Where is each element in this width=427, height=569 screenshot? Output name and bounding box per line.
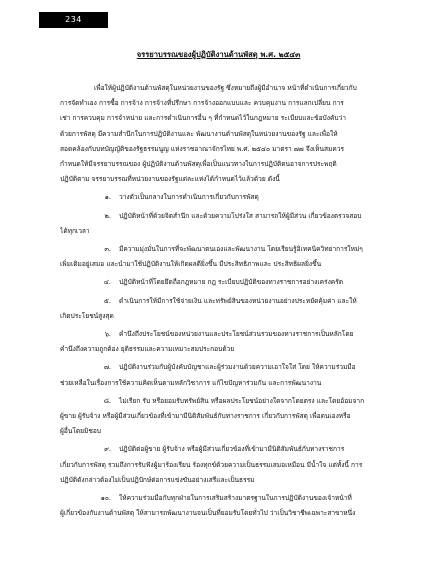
list-item: ๒. ปฏิบัติหน้าที่ด้วยจิตสำนึก และด้วยความโปร่งใส สามารถให้ผู้มีส่วน เกี่ยวข้องตรวจสอบ ได้ทุกเวลา bbox=[60, 209, 378, 239]
list-item: ๗. ปฏิบัติงานร่วมกับผู้บังคับบัญชาและผู้ร่วมงานด้วยความเอาใจใส่ โดย ให้ความร่วมมือ ช่วยเหลือในเรื่องการใช้ความคิดเห็นตามหลักวิชาการ แก้ไขปัญหาร่วมกัน และการพัฒนางาน bbox=[60, 360, 378, 390]
intro-paragraph bbox=[60, 81, 378, 187]
item-number: ๗. bbox=[103, 363, 111, 372]
intro-line: เช่า การควบคุม การจำหน่าย และการดำเนินการอื่น ๆ ที่กำหนดไว้ในกฎหมาย ระเบียบและข้อบังคับว่า bbox=[60, 114, 346, 123]
list-item: ๑๐. ให้ความร่วมมือกับทุกฝ่ายในการเสริมสร้างมาตรฐานในการปฏิบัติงานของเจ้าหน้าที่ ผู้เกี่ยวข้องกับงานด้านพัสดุ ให้สามารถพัฒนางานจนเป็นที่ยอมรับโดยทั่วไป ว่าเป็นวิชาชีพเฉพาะสาขาหนึ่ง bbox=[60, 491, 378, 521]
intro-line: ด้วยการพัสดุ มีความสำนึกในการปฏิบัติงานและ พัฒนางานด้านพัสดุในหน่วยงานของรัฐ และเพื่อให้ bbox=[60, 129, 338, 138]
list-item: ๖. คำนึงถึงประโยชน์ของหน่วยงานและประโยชน์ส่วนรวมของทางราชการเป็นหลักโดย คำนึงถึงความถูกต้อง ยุติธรรมและความเหมาะสมประกอบด้วย bbox=[60, 327, 378, 357]
list-item: ๑. วางตัวเป็นกลางในการดำเนินการเกี่ยวกับการพัสดุ bbox=[60, 190, 378, 205]
intro-line: ปฏิบัติตาม จรรยาบรรณที่หน่วยงานของรัฐแต่ละแห่งได้กำหนดไว้แล้วด้วย ดังนี้ bbox=[60, 175, 280, 184]
item-number: ๘. bbox=[103, 396, 111, 405]
list-item: ๔. ปฏิบัติหน้าที่โดยยึดถือกฎหมาย กฎ ระเบียบปฏิบัติของทางราชการอย่างเคร่งครัด bbox=[60, 275, 378, 290]
item-number: ๒. bbox=[104, 211, 111, 220]
item-number: ๑. bbox=[104, 193, 111, 202]
item-number: ๑๐. bbox=[100, 494, 111, 503]
list-item: ๕. ดำเนินการให้มีการใช้จ่ายเงิน และทรัพย์สินของหน่วยงานอย่างประหยัดคุ้มค่า และให้ เกิดประโยชน์สูงสุด bbox=[60, 294, 378, 324]
list-item: ๘. ไม่เรียก รับ หรือยอมรับทรัพย์สิน หรือผลประโยชน์อย่างใดจากโดยตรง และโดยอ้อมจาก ผู้ขาย ผู้รับจ้าง หรือผู้มีส่วนเกี่ยวข้องที่เข้ามามีนิติสัมพันธ์กับทางราชการ เกี่ยวกับการพัสดุ เพื่อตนเองหรือ ผู้อื่นโดยมิชอบ bbox=[60, 394, 378, 440]
list-item: ๙. ปฏิบัติต่อผู้ขาย ผู้รับจ้าง หรือผู้มีส่วนเกี่ยวข้องที่เข้ามามีนิติสัมพันธ์กับทางราชการ เกี่ยวกับการพัสดุ รวมถึงการรับฟังผู้มาร้องเรียน ร้องทุกข์ด้วยความเป็นธรรมเสมอเหมือน มีน้ำใจ แต่ทั้งนี้ การ ปฏิบัติดังกล่าวต้องไม่เป็นปฏิปักษ์ต่อการแข่งขันอย่างเสรีและเป็นธรรม bbox=[60, 442, 378, 488]
item-number: ๔. bbox=[103, 278, 111, 287]
item-number: ๖. bbox=[104, 330, 111, 339]
intro-line: การจัดทำเอง การซื้อ การจ้าง การจ้างที่ปรึกษา การจ้างออกแบบและ ควบคุมงาน การแลกเปลี่ยน การ bbox=[60, 99, 344, 108]
document-body bbox=[60, 81, 378, 521]
item-number: ๕. bbox=[103, 296, 111, 305]
intro-line: เพื่อให้ผู้ปฏิบัติงานด้านพัสดุในหน่วยงานของรัฐ ซึ่งหมายถึงผู้มีอำนาจ หน้าที่ดำเนินการเกี่ยวกับ bbox=[94, 84, 357, 92]
intro-line: กำหนดให้มีจรรยาบรรณของ ผู้ปฏิบัติงานด้านพัสดุเพื่อเป็นแนวทางในการปฏิบัติตนอาจการประพฤติ bbox=[60, 160, 337, 169]
document-title: จรรยาบรรณของผู้ปฏิบัติงานด้านพัสดุ พ.ศ. ๒๕๔๓ bbox=[136, 50, 301, 59]
intro-line: สอดคล้องกับบทบัญญัติของรัฐธรรมนูญ แห่งราชอาณาจักรไทย พ.ศ. ๒๕๔๐ มาตรา ๗๗ จึงเห็นสมควร bbox=[60, 144, 345, 153]
item-number: ๙. bbox=[104, 445, 111, 454]
item-number: ๓. bbox=[104, 245, 111, 254]
list-item: ๓. มีความมุ่งมั่นในการที่จะพัฒนาตนเองและพัฒนางาน โดยเรียนรู้อิเทคนิควิทยาการใหม่ๆ เพิ่มเติมอยู่เสมอ และนำมาใช้ปฏิบัติงานให้เกิดผลดียิ่งขึ้น มีประสิทธิภาพและ ประสิทธิผลยิ่งขึ้น bbox=[60, 242, 378, 272]
page-number-badge: 234 bbox=[39, 12, 108, 28]
